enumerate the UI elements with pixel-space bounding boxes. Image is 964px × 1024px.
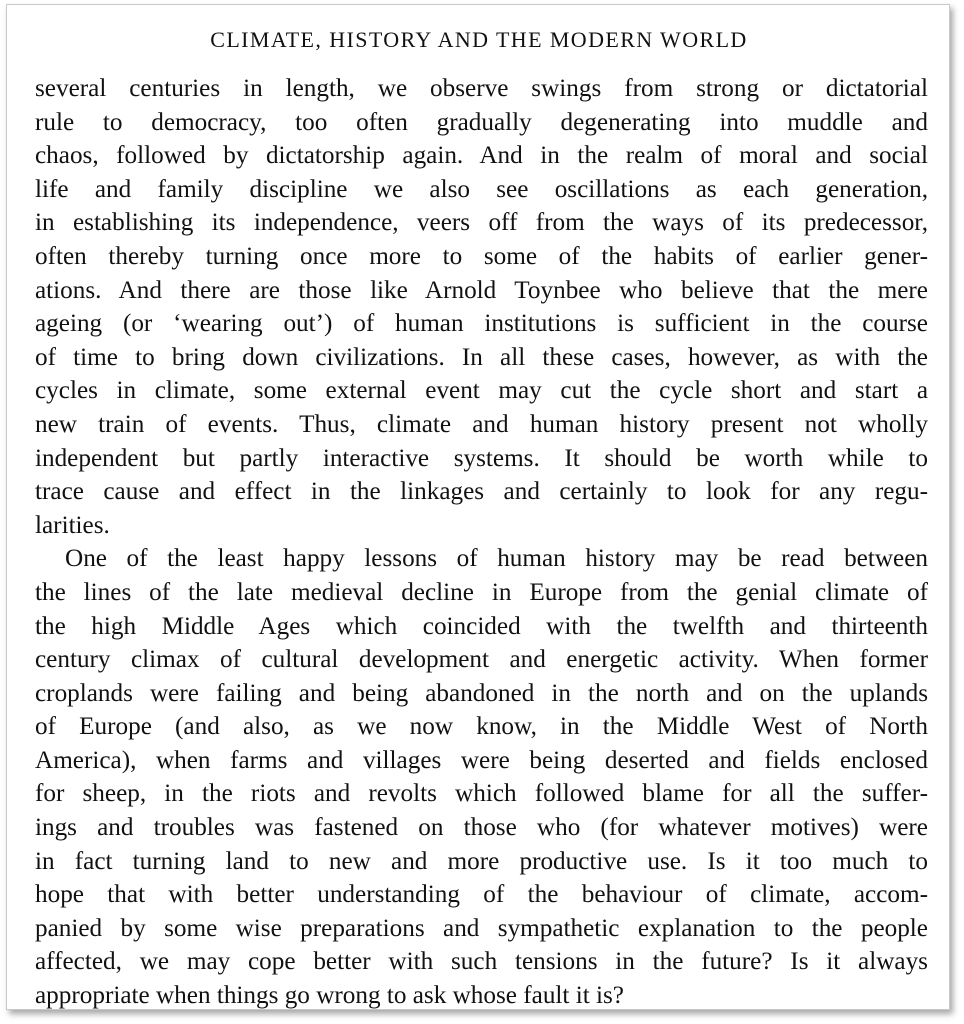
text-line: life and family discipline we also see oscillations as each generation,: [35, 175, 928, 203]
text-line: of Europe (and also, as we now know, in the Middle West of North: [35, 713, 928, 741]
text-line: trace cause and effect in the linkages and certainly to look for any regu-: [35, 478, 928, 506]
text-line: for sheep, in the riots and revolts which followed blame for all the suffer-: [35, 780, 928, 808]
text-line: new train of events. Thus, climate and human history present not wholly: [35, 410, 928, 438]
text-line: chaos, followed by dictatorship again. And in the realm of moral and social: [35, 142, 928, 170]
text-line: several centuries in length, we observe swings from strong or dictatorial: [35, 75, 928, 102]
text-line: the high Middle Ages which coincided with the twelfth and thirteenth: [35, 612, 928, 640]
text-line: the lines of the late medieval decline in Europe from the genial climate of: [35, 578, 928, 606]
text-line: of time to bring down civilizations. In all these cases, however, as with the: [35, 343, 928, 371]
text-line: croplands were failing and being abandoned in the north and on the uplands: [35, 679, 928, 707]
text-line: in fact turning land to new and more productive use. Is it too much to: [35, 847, 928, 875]
text-line: independent but partly interactive systems. It should be worth while to: [35, 444, 928, 472]
body-text: [35, 72, 928, 1010]
text-line: ations. And there are those like Arnold Toynbee who believe that the mere: [35, 276, 928, 304]
text-line: America), when farms and villages were being deserted and fields enclosed: [35, 746, 928, 774]
text-line: often thereby turning once more to some of the habits of earlier gener-: [35, 242, 928, 270]
running-head: CLIMATE, HISTORY AND THE MODERN WORLD: [210, 27, 748, 52]
text-line: hope that with better understanding of the behaviour of climate, accom-: [35, 881, 928, 909]
text-line: cycles in climate, some external event may cut the cycle short and start a: [35, 377, 928, 405]
text-line: ageing (or ‘wearing out’) of human institutions is sufficient in the course: [35, 310, 928, 338]
text-line: in establishing its independence, veers off from the ways of its predecessor,: [35, 209, 928, 237]
text-line: larities.: [35, 511, 110, 539]
text-line: affected, we may cope better with such tensions in the future? Is it always: [35, 948, 928, 976]
text-line: One of the least happy lessons of human history may be read between: [65, 545, 928, 573]
text-line: rule to democracy, too often gradually degenerating into muddle and: [35, 108, 928, 136]
text-line: ings and troubles was fastened on those who (for whatever motives) were: [35, 814, 928, 842]
book-page: [6, 4, 950, 1010]
text-line: appropriate when things go wrong to ask whose fault it is?: [35, 982, 624, 1010]
text-line: century climax of cultural development and energetic activity. When former: [35, 646, 928, 674]
text-line: panied by some wise preparations and sympathetic explanation to the people: [35, 914, 928, 942]
